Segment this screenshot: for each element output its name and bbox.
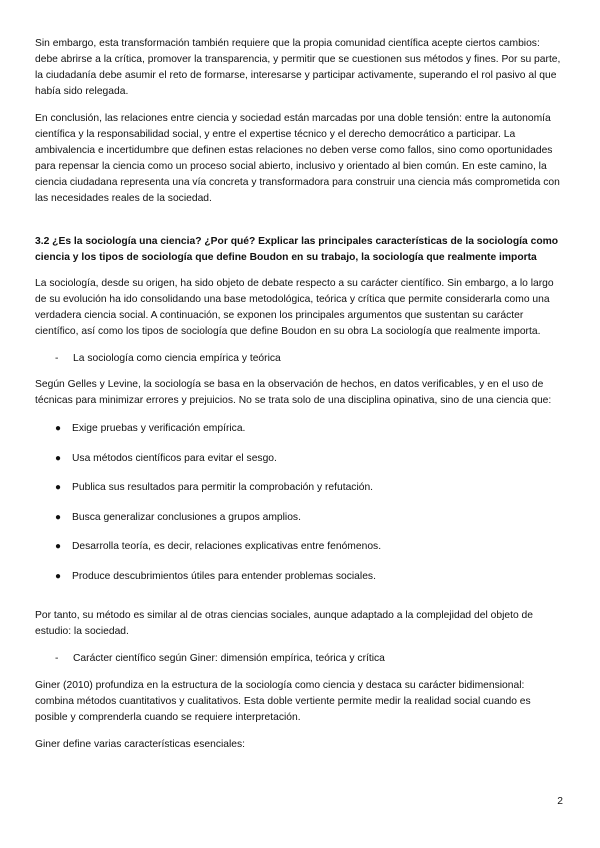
paragraph: En conclusión, las relaciones entre ciencia y sociedad están marcadas por una doble tensión: entre la autonomía científica y la responsabilidad social, y entre el expertise técnico y el derecho democrático a participar. La ambivalencia e incertidumbre que definen estas relaciones no deben verse como fallos, sino como oportunidades para repensar la ciencia como un proceso social abierto, inclusivo y orientado al bien común. En este camino, la ciencia ciudadana representa una vía concreta y transformadora para construir una ciencia más comprometida con las necesidades reales de la sociedad. (35, 113, 560, 204)
paragraph: Sin embargo, esta transformación también requiere que la propia comunidad científica acepte ciertos cambios: debe abrirse a la crítica, promover la transparencia, y permitir que se cuestionen sus métodos y fines. Por su parte, la ciudadanía debe asumir el reto de formarse, interesarse y participar activamente, superando el rol pasivo al que había sido relegada. (35, 38, 561, 97)
paragraph: Giner (2010) profundiza en la estructura de la sociología como ciencia y destaca su carácter bidimensional: combina métodos cuantitativos y cualitativos. Esta doble vertiente permite medir la realidad social cuando es posible y comprenderla cuando se requiere interpretación. (35, 679, 531, 723)
bullet-list (35, 421, 565, 585)
dash-item: - La sociología como ciencia empírica y teórica (35, 351, 565, 367)
bullet-icon: ● (55, 570, 62, 582)
list-item: ● Produce descubrimientos útiles para entender problemas sociales. (35, 569, 565, 585)
bullet-icon: ● (55, 541, 62, 552)
bullet-icon: ● (55, 452, 62, 464)
list-item: ● Desarrolla teoría, es decir, relaciones explicativas entre fenómenos. (35, 539, 565, 555)
list-item: ● Publica sus resultados para permitir la comprobación y refutación. (35, 480, 565, 496)
document-page (35, 36, 565, 753)
list-item: ● Usa métodos científicos para evitar el sesgo. (35, 451, 565, 467)
list-item: ● Busca generalizar conclusiones a grupos amplios. (35, 510, 565, 526)
dash-item: - Carácter científico según Giner: dimensión empírica, teórica y crítica (35, 651, 565, 667)
bullet-icon: ● (55, 482, 62, 493)
section-heading: 3.2 ¿Es la sociología una ciencia? ¿Por qué? Explicar las principales características de la sociología como ciencia y los tipos de sociología que define Boudon en su trabajo, la sociología que realmente importa (35, 236, 559, 263)
paragraph: La sociología, desde su origen, ha sido objeto de debate respecto a su carácter científico. Sin embargo, a lo largo de su evolución ha ido consolidando una base metodológica, teórica y crítica que permite considerarla como una verdadera ciencia social. A continuación, se exponen los principales argumentos que sustentan su carácter científico, así como los tipos de sociología que define Boudon en su obra La sociología que realmente importa. (35, 278, 554, 337)
paragraph: Por tanto, su método es similar al de otras ciencias sociales, aunque adaptado a la complejidad del objeto de estudio: la sociedad. (35, 609, 533, 637)
paragraph: Según Gelles y Levine, la sociología se basa en la observación de hechos, en datos verificables, y en el uso de técnicas para minimizar errores y prejuicios. No se trata solo de una disciplina opinativa, sino de una ciencia que: (35, 379, 552, 406)
bullet-icon: ● (55, 423, 62, 434)
page-number: 2 (557, 796, 563, 807)
paragraph: Giner define varias características esenciales: (35, 738, 246, 750)
list-item: ● Exige pruebas y verificación empírica. (35, 421, 565, 437)
bullet-icon: ● (55, 511, 62, 523)
